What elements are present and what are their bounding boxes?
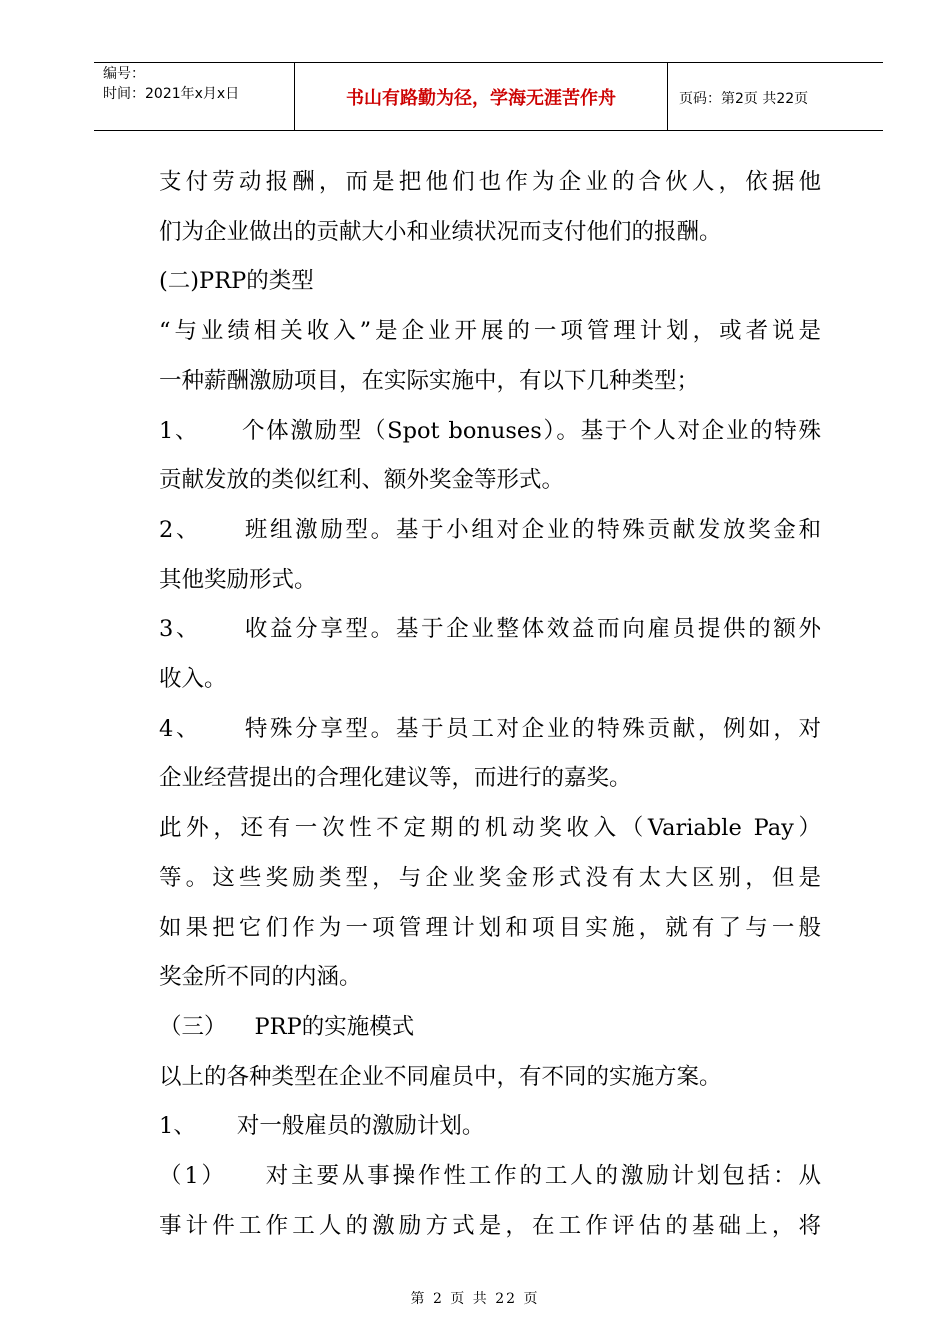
list-item-number: 1、 bbox=[159, 1113, 196, 1140]
list-item-text: 对一般雇员的激励计划。 bbox=[236, 1113, 485, 1140]
header-meta bbox=[103, 64, 239, 104]
list-item-number: 3、 bbox=[159, 616, 202, 643]
document-body bbox=[159, 158, 821, 1251]
section-heading bbox=[159, 1003, 821, 1053]
paragraph-line: 其他奖励形式。 bbox=[159, 566, 317, 593]
list-item bbox=[159, 506, 821, 556]
page-footer: 第 2 页 共 22 页 bbox=[410, 1291, 540, 1307]
header-number-label: 编号： bbox=[103, 66, 145, 82]
paragraph-line: 如果把它们作为一项管理计划和项目实施，就有了与一般 bbox=[159, 914, 821, 941]
list-item-text: 对主要从事操作性工作的工人的激励计划包括：从 bbox=[262, 1163, 821, 1190]
paragraph-line: 贡献发放的类似红利、额外奖金等形式。 bbox=[159, 467, 565, 494]
header-motto: 书山有路勤为径，学海无涯苦作舟 bbox=[346, 88, 616, 109]
header-divider-right bbox=[667, 62, 668, 131]
list-item bbox=[159, 407, 821, 457]
paragraph-line: 此外，还有一次性不定期的机动奖收入（Variable Pay） bbox=[159, 815, 821, 842]
section-heading-number: （三） bbox=[159, 1013, 227, 1040]
paragraph-line: 们为企业做出的贡献大小和业绩状况而支付他们的报酬。 bbox=[159, 218, 722, 245]
header-top-rule bbox=[94, 62, 883, 63]
paragraph-line: 一种薪酬激励项目，在实际实施中，有以下几种类型； bbox=[159, 367, 700, 394]
list-item-text: 个体激励型（Spot bonuses）。基于个人对企业的特殊 bbox=[240, 417, 821, 444]
paragraph-line: 企业经营提出的合理化建议等，而进行的嘉奖。 bbox=[159, 765, 632, 792]
list-item bbox=[159, 1102, 821, 1152]
list-item-text: 特殊分享型。基于员工对企业的特殊贡献，例如，对 bbox=[242, 715, 821, 742]
paragraph-line: 事计件工作工人的激励方式是，在工作评估的基础上，将 bbox=[159, 1212, 821, 1239]
paragraph-line: 收入。 bbox=[159, 666, 227, 693]
list-item-text: 班组激励型。基于小组对企业的特殊贡献发放奖金和 bbox=[242, 516, 821, 543]
paragraph-line: 奖金所不同的内涵。 bbox=[159, 964, 362, 991]
list-item bbox=[159, 605, 821, 655]
list-item-number: 2、 bbox=[159, 516, 202, 543]
paragraph-line: 支付劳动报酬，而是把他们也作为企业的合伙人，依据他 bbox=[159, 169, 821, 195]
section-heading: (二)PRP的类型 bbox=[159, 268, 314, 295]
list-item bbox=[159, 1152, 821, 1202]
header-bottom-rule bbox=[94, 130, 883, 131]
section-heading-text: PRP的实施模式 bbox=[254, 1013, 415, 1040]
header-time-label: 时间：2021年x月x日 bbox=[103, 86, 240, 102]
list-item bbox=[159, 705, 821, 755]
header-page-info: 页码：第2页 共22页 bbox=[679, 91, 809, 107]
list-item-number: 1、 bbox=[159, 417, 200, 444]
paragraph-line: 以上的各种类型在企业不同雇员中，有不同的实施方案。 bbox=[159, 1063, 722, 1090]
header-divider-left bbox=[294, 62, 295, 131]
paragraph-line: 等。这些奖励类型，与企业奖金形式没有太大区别，但是 bbox=[159, 864, 821, 891]
list-item-text: 收益分享型。基于企业整体效益而向雇员提供的额外 bbox=[242, 616, 821, 643]
list-item-number: （1） bbox=[159, 1163, 227, 1190]
list-item-number: 4、 bbox=[159, 715, 202, 742]
paragraph-line: “与业绩相关收入”是企业开展的一项管理计划，或者说是 bbox=[159, 318, 821, 345]
